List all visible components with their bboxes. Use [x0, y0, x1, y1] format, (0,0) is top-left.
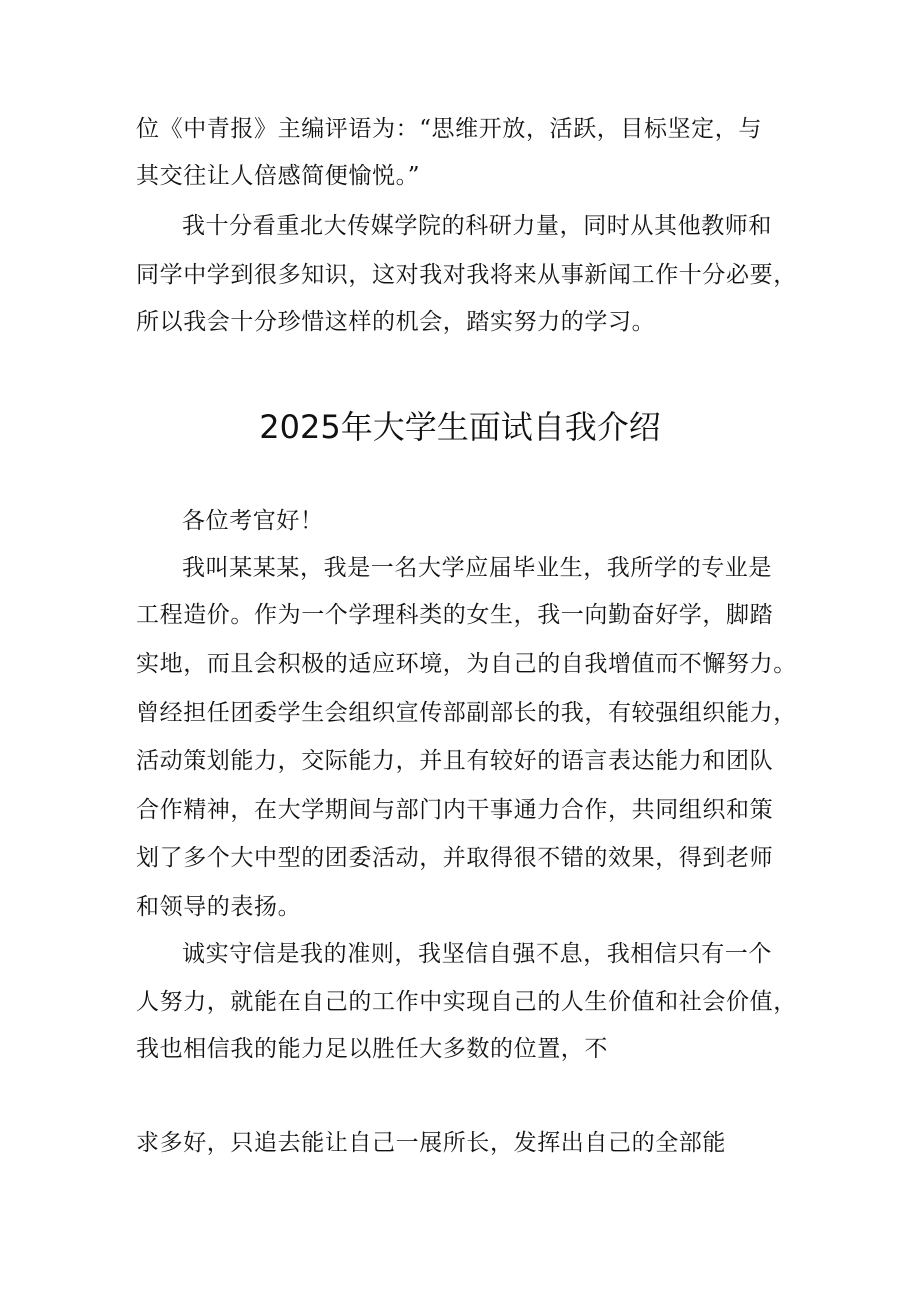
text-line: 其交往让人倍感简便愉悦。”	[136, 163, 421, 189]
text-line: 所以我会十分珍惜这样的机会，踏实努力的学习。	[136, 309, 656, 335]
text-line: 各位考官好！	[182, 508, 324, 534]
text-line: 曾经担任团委学生会组织宣传部副部长的我，有较强组织能力，	[136, 700, 797, 726]
text-line: 工程造价。作为一个学理科类的女生，我一向勤奋好学，脚踏	[136, 602, 774, 628]
text-line: 位《中青报》主编评语为：“思维开放，活跃，目标坚定，与	[136, 116, 762, 142]
text-line: 人努力，就能在自己的工作中实现自己的人生价值和社会价值，	[136, 989, 797, 1015]
text-line: 我也相信我的能力足以胜任大多数的位置，不	[136, 1036, 608, 1062]
text-line: 我叫某某某，我是一名大学应届毕业生，我所学的专业是	[182, 555, 772, 581]
text-line: 诚实守信是我的准则，我坚信自强不息，我相信只有一个	[182, 941, 772, 967]
document-title: 2025年大学生面试自我介绍	[259, 408, 661, 446]
text-line: 和领导的表扬。	[136, 894, 302, 920]
text-line: 活动策划能力，交际能力，并且有较好的语言表达能力和团队	[136, 748, 774, 774]
text-line: 我十分看重北大传媒学院的科研力量，同时从其他教师和	[182, 213, 772, 239]
text-line: 划了多个大中型的团委活动，并取得很不错的效果，得到老师	[136, 845, 774, 871]
text-line: 同学中学到很多知识，这对我对我将来从事新闻工作十分必要，	[136, 262, 797, 288]
text-line: 求多好，只追去能让自己一展所长，发挥出自己的全部能	[136, 1130, 726, 1156]
text-line: 实地，而且会积极的适应环境，为自己的自我增值而不懈努力。	[136, 651, 797, 677]
text-line: 合作精神，在大学期间与部门内干事通力合作，共同组织和策	[136, 797, 774, 823]
